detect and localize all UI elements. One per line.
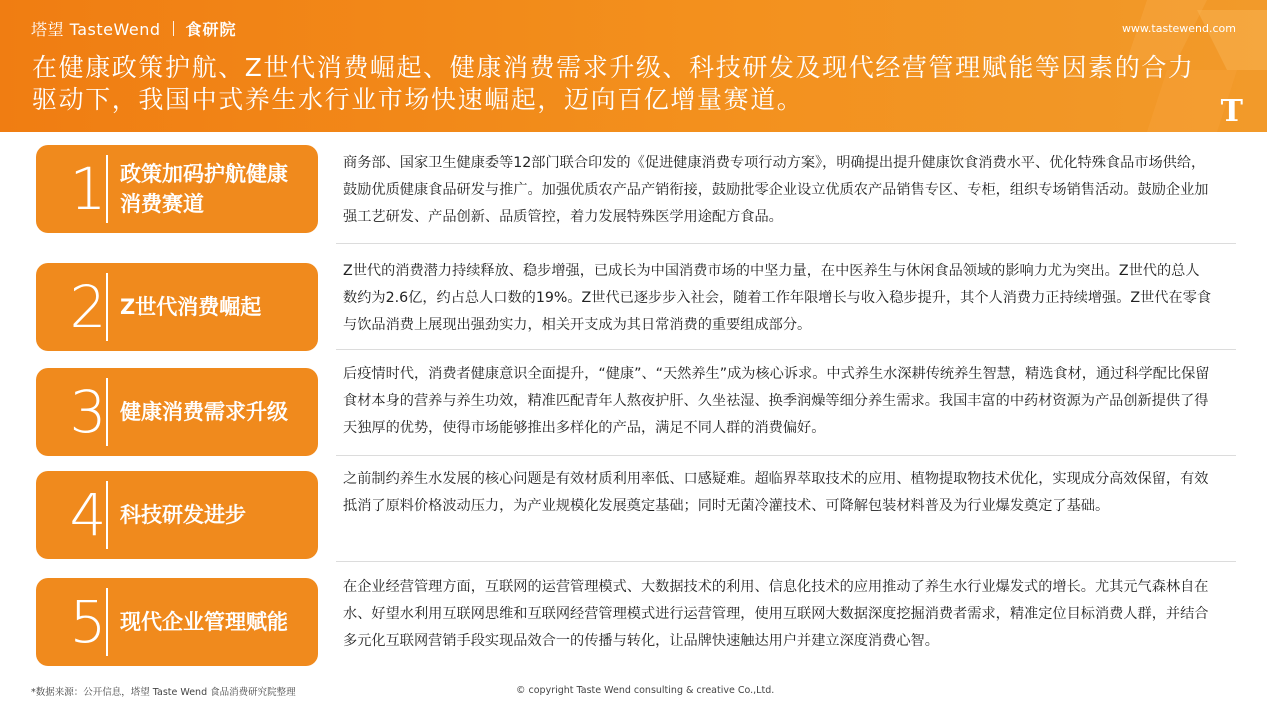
logo-divider [173, 21, 174, 36]
page-headline: 在健康政策护航、Z世代消费崛起、健康消费需求升级、科技研发及现代经营管理赋能等因素的合力驱动下，我国中式养生水行业市场快速崛起，迈向百亿增量赛道。 [32, 53, 1195, 114]
tile-divider [106, 378, 108, 446]
factor-description-1: 商务部、国家卫生健康委等12部门联合印发的《促进健康消费专项行动方案》，明确提出提升健康饮食消费水平、优化特殊食品市场供给，鼓励优质健康食品研发与推广。加强优质农产品产销衔接，鼓励批零企业设立优质农产品销售专区、专柜，组织专场销售活动。鼓励企业加强工艺研发、产品创新、品质管控，着力发展特殊医学用途配方食品。 [343, 155, 1209, 225]
factor-description-3: 后疫情时代，消费者健康意识全面提升，“健康”、“天然养生”成为核心诉求。中式养生水深耕传统养生智慧，精选食材，通过科学配比保留食材本身的营养与养生功效，精准匹配青年人熬夜护肝、久坐祛湿、换季润燥等细分养生需求。我国丰富的中药材资源为产品创新提供了得天独厚的优势，使得市场能够推出多样化的产品，满足不同人群的消费偏好。 [343, 366, 1210, 436]
factor-description-5: 在企业经营管理方面，互联网的运营管理模式、大数据技术的利用、信息化技术的应用推动了养生水行业爆发式的增长。尤其元气森林自在水、好望水利用互联网思维和互联网经营管理模式进行运营管理，使用互联网大数据深度挖掘消费者需求，精准定位目标消费人群，并结合多元化互联网营销手段实现品效合一的传播与转化，让品牌快速触达用户并建立深度消费心智。 [343, 579, 1209, 649]
factor-number: 3 [69, 378, 107, 446]
tile-divider [106, 588, 108, 656]
header-banner [0, 0, 1267, 132]
factor-tile-2 [36, 263, 318, 351]
factor-title: 政策加码护航健康消费赛道 [120, 162, 288, 216]
row-divider [336, 455, 1236, 456]
website-link[interactable]: www.tastewend.com [1121, 22, 1236, 35]
factor-number: 4 [69, 481, 107, 549]
row-divider [336, 243, 1236, 244]
institute-name: 食研院 [185, 19, 237, 39]
factor-title: Z世代消费崛起 [120, 295, 262, 319]
factor-number: 5 [69, 588, 107, 656]
decorative-letter: T [1220, 94, 1243, 129]
row-divider [336, 349, 1236, 350]
factor-number: 2 [69, 273, 107, 341]
data-source-note: *数据来源：公开信息，塔望 Taste Wend 食品消费研究院整理 [31, 687, 296, 698]
factor-tile-4 [36, 471, 318, 559]
factor-tile-1 [36, 145, 318, 233]
brand-logo [31, 15, 237, 41]
copyright-note: © copyright Taste Wend consulting & creative Co.,Ltd. [516, 685, 775, 696]
factor-title: 科技研发进步 [120, 503, 246, 527]
factor-description-2: Z世代的消费潜力持续释放、稳步增强，已成长为中国消费市场的中坚力量，在中医养生与休闲食品领域的影响力尤为突出。Z世代的总人数约为2.6亿，约占总人口数的19%。Z世代已逐步步入社会，随着工作年限增长与收入稳步提升，其个人消费力正持续增强。Z世代在零食与饮品消费上展现出强劲实力，相关开支成为其日常消费的重要组成部分。 [343, 263, 1212, 333]
row-divider [336, 561, 1236, 562]
factor-number: 1 [69, 155, 107, 223]
factor-tile-3 [36, 368, 318, 456]
tile-divider [106, 273, 108, 341]
factor-tile-5 [36, 578, 318, 666]
factor-title: 健康消费需求升级 [120, 400, 288, 424]
factor-title: 现代企业管理赋能 [120, 610, 288, 634]
brand-name: 塔望 TasteWend [31, 19, 161, 39]
tile-divider [106, 481, 108, 549]
factor-description-4: 之前制约养生水发展的核心问题是有效材质利用率低、口感疑难。超临界萃取技术的应用、植物提取物技术优化，实现成分高效保留，有效抵消了原料价格波动压力，为产业规模化发展奠定基础；同时无菌冷灌技术、可降解包装材料普及为行业爆发奠定了基础。 [343, 471, 1209, 514]
tile-divider [106, 155, 108, 223]
